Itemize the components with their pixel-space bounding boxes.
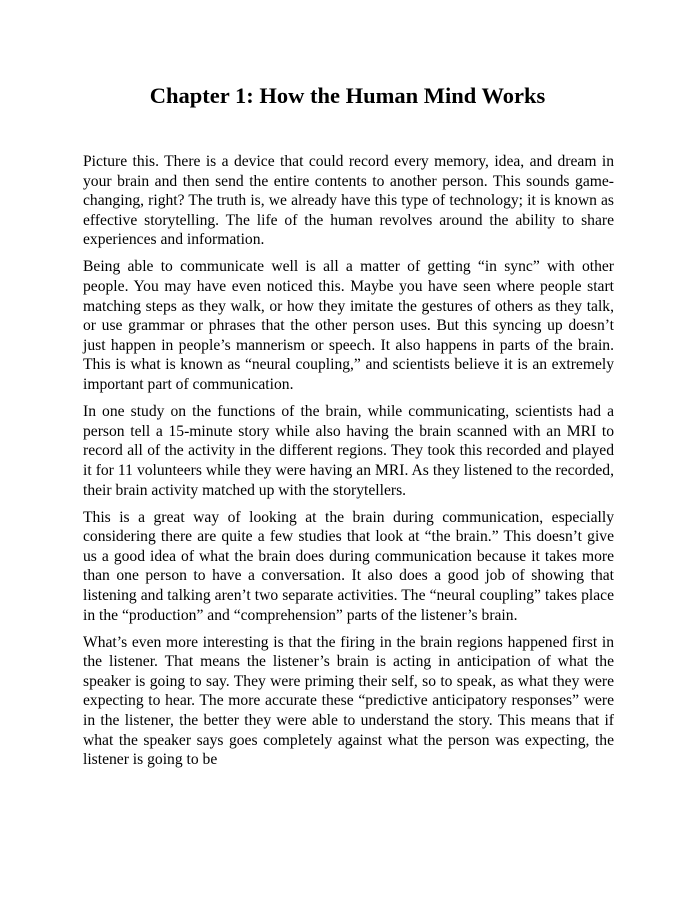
paragraph-3: In one study on the functions of the brain, while communicating, scientists had a person tell a 15-minute story while also having the brain scanned with an MRI to record all of the activity in the different regions. They took this recorded and played it for 11 volunteers while they were having an MRI. As they listened to the recorded, their brain activity matched up with the storytellers. [83, 403, 614, 499]
paragraph-5: What’s even more interesting is that the firing in the brain regions happened first in the listener. That means the listener’s brain is acting in anticipation of what the speaker is going to say. They were priming their self, so to speak, as what they were expecting to hear. The more accurate these “predictive anticipatory responses” were in the listener, the better they were able to understand the story. This means that if what the speaker says goes completely against what the person was expecting, the listener is going to be [83, 633, 614, 769]
paragraph-1: Picture this. There is a device that could record every memory, idea, and dream in your brain and then send the entire contents to another person. This sounds game-changing, right? The truth is, we already have this type of technology; it is known as effective storytelling. The life of the human revolves around the ability to share experiences and information. [83, 153, 614, 249]
paragraph-2: Being able to communicate well is all a matter of getting “in sync” with other people. You may have even noticed this. Maybe you have seen where people start matching steps as they walk, or how they imitate the gestures of others as they talk, or use grammar or phrases that the other person uses. But this syncing up doesn’t just happen in people’s mannerism or speech. It also happens in parts of the brain. This is what is known as “neural coupling,” and scientists believe it is an extremely important part of communication. [83, 258, 614, 394]
chapter-title: Chapter 1: How the Human Mind Works [149, 83, 546, 108]
paragraph-4: This is a great way of looking at the brain during communication, especially considering there are quite a few studies that look at “the brain.” This doesn’t give us a good idea of what the brain does during communication because it takes more than one person to have a conversation. It also does a good job of showing that listening and talking aren’t two separate activities. The “neural coupling” takes place in the “production” and “comprehension” parts of the listener’s brain. [83, 508, 614, 624]
chapter-body [83, 152, 614, 777]
